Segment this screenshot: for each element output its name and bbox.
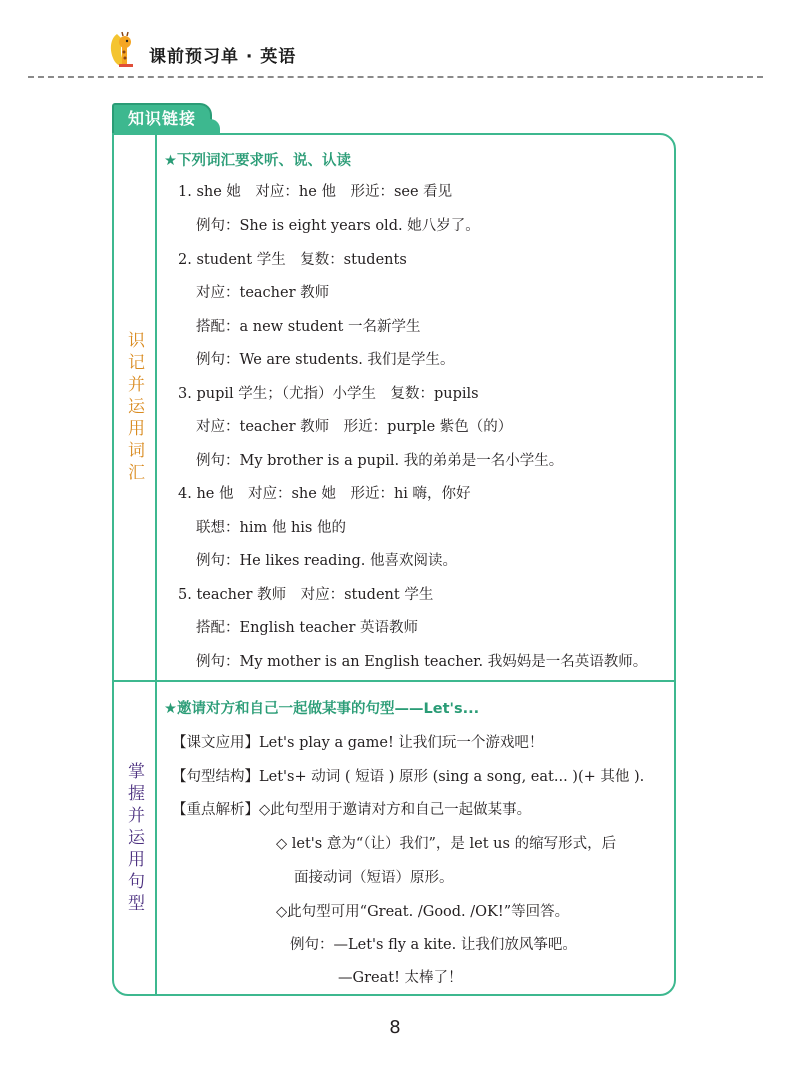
vocab-line: 例句：My brother is a pupil. 我的弟弟是一名小学生。 [196, 453, 564, 469]
pattern-line: ◇此句型可用“Great. /Good. /OK!”等回答。 [276, 904, 570, 920]
pattern-line: 面接动词（短语）原形。 [294, 870, 454, 886]
star-icon: ★ [164, 701, 177, 717]
vocab-line: 联想：him 他 his 他的 [196, 520, 346, 536]
vocab-line: 1. she 她 对应：he 他 形近：see 看见 [178, 184, 453, 200]
vocab-side-text: 识记并运用词汇 [124, 330, 144, 485]
pattern-line: 【课文应用】Let's play a game! 让我们玩一个游戏吧！ [172, 735, 544, 751]
section-divider [114, 680, 674, 682]
vocab-line: 搭配：English teacher 英语教师 [196, 620, 419, 636]
vocab-line: 例句：She is eight years old. 她八岁了。 [196, 218, 480, 234]
section-tab: 知识链接 [112, 103, 212, 133]
star-icon: ★ [164, 153, 177, 169]
vocab-line: 5. teacher 教师 对应：student 学生 [178, 587, 434, 603]
pattern-line: 【句型结构】Let's+ 动词 ( 短语 ) 原形 (sing a song, eat... )(+ 其他 ). [172, 769, 645, 785]
page-header [103, 30, 296, 70]
vocab-line: 对应：teacher 教师 形近：purple 紫色（的） [196, 419, 513, 435]
header-divider [28, 76, 763, 78]
pattern-line: ◇ let's 意为“（让）我们”，是 let us 的缩写形式，后 [276, 836, 617, 852]
pattern-heading-text: 邀请对方和自己一起做某事的句型——Let's... [177, 701, 480, 717]
header-title: 课前预习单 · 英语 [149, 46, 297, 67]
vocab-heading [164, 149, 351, 170]
pattern-side-text: 掌握并运用句型 [124, 762, 144, 916]
vocab-line: 例句：We are students. 我们是学生。 [196, 352, 455, 368]
vocab-line: 例句：He likes reading. 他喜欢阅读。 [196, 553, 457, 569]
vocab-line: 2. student 学生 复数：students [178, 252, 407, 268]
vocab-side-label [114, 135, 157, 680]
pattern-line: 例句：—Let's fly a kite. 让我们放风筝吧。 [290, 937, 577, 953]
pattern-side-label [114, 682, 157, 996]
vocab-line: 3. pupil 学生；（尤指）小学生 复数：pupils [178, 386, 479, 402]
vocab-line: 例句：My mother is an English teacher. 我妈妈是一名英语教师。 [196, 654, 648, 670]
vocab-heading-text: 下列词汇要求听、说、认读 [177, 153, 351, 169]
pattern-heading [164, 697, 479, 718]
vocab-line: 4. he 他 对应：she 她 形近：hi 嗨，你好 [178, 486, 471, 502]
page-number: 8 [389, 1017, 401, 1038]
giraffe-icon [103, 30, 143, 70]
vocab-line: 对应：teacher 教师 [196, 285, 330, 301]
pattern-line: 【重点解析】◇此句型用于邀请对方和自己一起做某事。 [172, 802, 532, 818]
vocab-line: 搭配：a new student 一名新学生 [196, 319, 421, 335]
pattern-line: —Great! 太棒了！ [338, 970, 463, 986]
knowledge-box [112, 133, 676, 996]
